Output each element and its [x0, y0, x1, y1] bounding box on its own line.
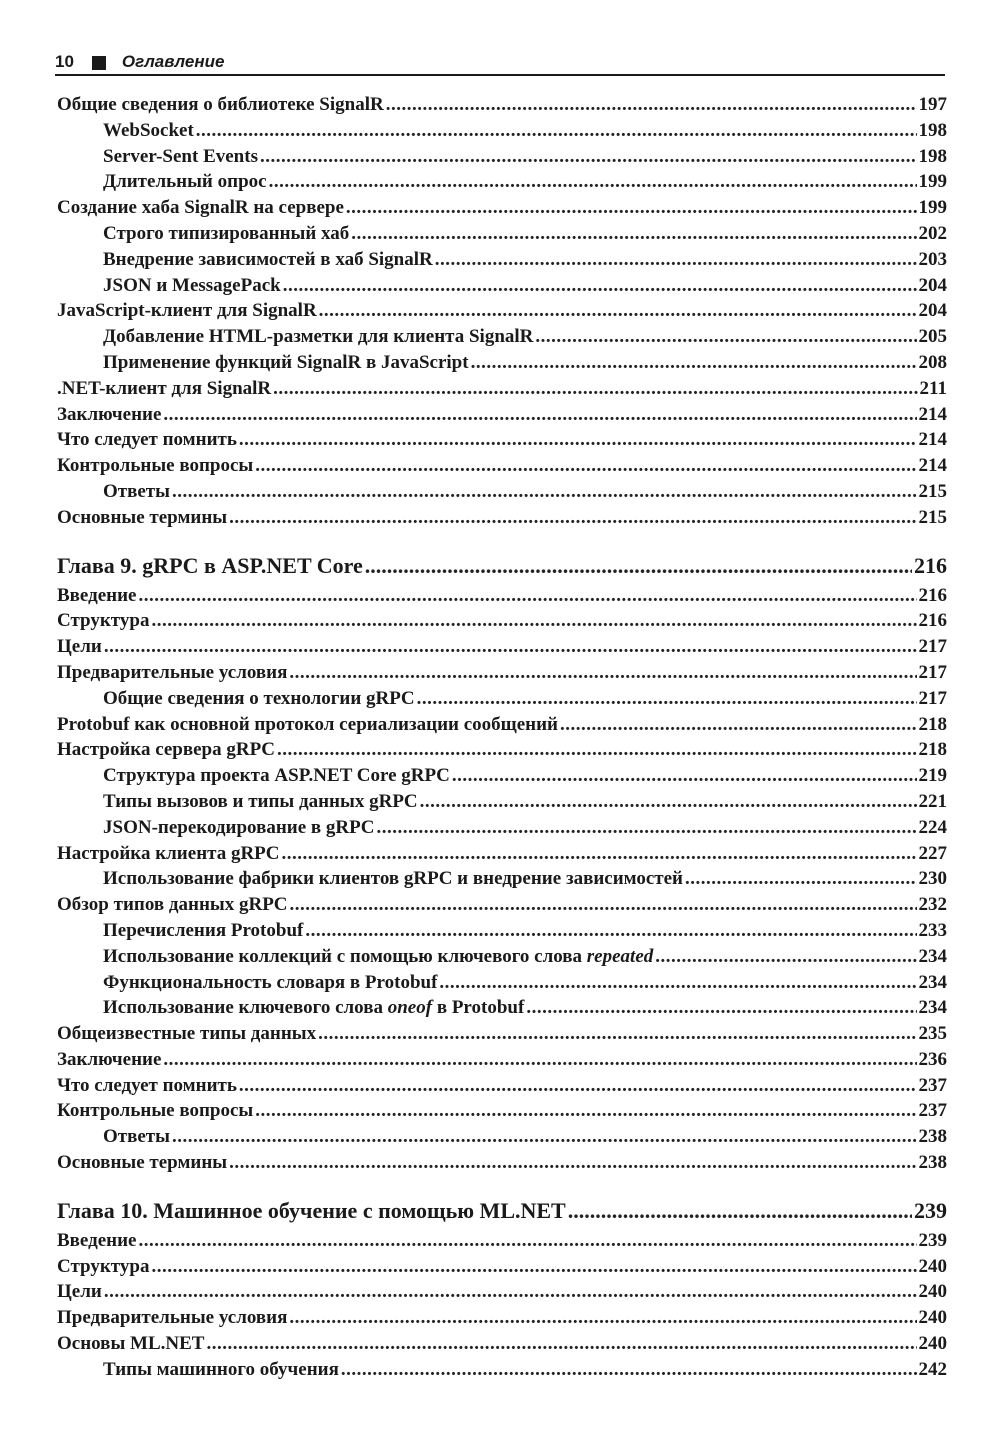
toc-entry-label: Структура: [57, 610, 150, 632]
toc-entry[interactable]: [57, 892, 947, 918]
toc-entry-page: 234: [918, 945, 947, 967]
page-number: 10: [55, 52, 74, 71]
toc-entry-page: 204: [918, 274, 947, 296]
dot-leader: [435, 247, 917, 273]
dot-leader: [346, 195, 917, 221]
toc-entry[interactable]: [57, 918, 947, 944]
toc-entry[interactable]: [57, 92, 947, 118]
toc-entry[interactable]: [57, 118, 947, 144]
toc-entry-label: JSON-перекодирование в gRPC: [103, 816, 375, 838]
toc-entry-page: 240: [918, 1255, 947, 1277]
toc-entry-page: 198: [918, 145, 947, 167]
toc-entry-page: 216: [918, 610, 947, 632]
toc-entry[interactable]: [57, 1254, 947, 1280]
toc-entry-page: 234: [918, 997, 947, 1019]
toc-entry-label: Контрольные вопросы: [57, 1100, 254, 1122]
toc-entry-label: Основные термины: [57, 1152, 228, 1174]
dot-leader: [526, 995, 916, 1021]
toc-entry[interactable]: [57, 221, 947, 247]
toc-entry-label: Цели: [57, 636, 102, 658]
toc-entry-page: 240: [918, 1333, 947, 1355]
toc-entry[interactable]: [57, 453, 947, 479]
dot-leader: [139, 1228, 917, 1254]
running-header: [55, 50, 945, 76]
toc-entry[interactable]: [57, 427, 947, 453]
toc-entry-label: Функциональность словаря в Protobuf: [103, 971, 438, 993]
toc-entry-label: Обзор типов данных gRPC: [57, 894, 288, 916]
dot-leader: [229, 505, 916, 531]
toc-entry-label: .NET-клиент для SignalR: [57, 377, 272, 399]
toc-entry-page: 235: [918, 1023, 947, 1045]
dot-leader: [386, 92, 917, 118]
dot-leader: [305, 918, 916, 944]
dot-leader: [139, 583, 917, 609]
toc-entry-page: 208: [918, 351, 947, 373]
dot-leader: [341, 1357, 917, 1383]
toc-entry-page: 230: [918, 868, 947, 890]
toc-entry-label-italic: repeated: [586, 945, 654, 967]
toc-entry-page: 232: [918, 894, 947, 916]
toc-entry-page: 204: [918, 300, 947, 322]
dot-leader: [151, 1254, 916, 1280]
toc-entry-page: 218: [918, 739, 947, 761]
toc-entry-label: WebSocket: [103, 119, 194, 141]
dot-leader: [319, 298, 917, 324]
dot-leader: [289, 660, 916, 686]
toc-entry[interactable]: [57, 866, 947, 892]
toc-entry-page: 199: [918, 197, 947, 219]
toc-entry[interactable]: [57, 583, 947, 609]
toc-entry-label: Ответы: [103, 1126, 170, 1148]
toc-entry-page: 233: [918, 919, 947, 941]
toc-entry-page: 219: [918, 765, 947, 787]
dot-leader: [206, 1331, 916, 1357]
dot-leader: [151, 608, 916, 634]
toc-entry-page: 237: [918, 1100, 947, 1122]
toc-entry-label: Ответы: [103, 480, 170, 502]
toc-entry-label: Использование фабрики клиентов gRPC и внедрение зависимостей: [103, 868, 684, 890]
toc-entry-label: Предварительные условия: [57, 1307, 288, 1329]
toc-entry-label: Введение: [57, 1229, 137, 1251]
toc-entry[interactable]: [57, 1305, 947, 1331]
toc-entry-label-text: Использование коллекций с помощью ключевого слова: [103, 945, 587, 967]
toc-entry[interactable]: [57, 350, 947, 376]
dot-leader: [229, 1150, 916, 1176]
toc-entry-label-italic: oneof: [387, 997, 433, 1019]
toc-entry[interactable]: [57, 402, 947, 428]
toc-entry[interactable]: [57, 376, 947, 402]
toc-entry[interactable]: [57, 737, 947, 763]
toc-entry-label: Server-Sent Events: [103, 145, 258, 167]
toc-entry[interactable]: [57, 841, 947, 867]
dot-leader: [535, 324, 916, 350]
dot-leader: [196, 118, 917, 144]
toc-entry-label: Заключение: [57, 1048, 162, 1070]
toc-entry-page: 214: [918, 403, 947, 425]
toc-entry-label: JSON и MessagePack: [103, 274, 281, 296]
toc-entry-page: 240: [918, 1307, 947, 1329]
toc-entry-page: 198: [918, 119, 947, 141]
dot-leader: [104, 634, 917, 660]
toc-entry-page: 202: [918, 222, 947, 244]
toc-entry-page: 221: [918, 790, 947, 812]
dot-leader: [255, 1098, 916, 1124]
toc-entry-page: 224: [918, 816, 947, 838]
toc-entry[interactable]: [57, 944, 947, 970]
toc-section-chapter-10: [57, 1228, 947, 1383]
toc-entry-page: 214: [918, 429, 947, 451]
toc-entry[interactable]: [57, 1098, 947, 1124]
toc-entry[interactable]: [57, 660, 947, 686]
toc-entry[interactable]: [57, 686, 947, 712]
toc-entry-page: 240: [918, 1281, 947, 1303]
toc-entry-label: Настройка клиента gRPC: [57, 842, 280, 864]
toc-entry[interactable]: [57, 608, 947, 634]
toc-entry-page: 227: [918, 842, 947, 864]
chapter-page: 239: [914, 1197, 947, 1223]
dot-leader: [255, 453, 916, 479]
toc-entry-label: Protobuf как основной протокол сериализации сообщений: [57, 713, 558, 735]
toc-entry-page: 217: [918, 636, 947, 658]
toc-entry-label: Основные термины: [57, 506, 228, 528]
toc-entry-label: [103, 944, 653, 970]
toc-entry-page: 203: [918, 248, 947, 270]
toc-entry-label: Введение: [57, 584, 137, 606]
toc-entry[interactable]: [57, 763, 947, 789]
toc-entry[interactable]: [57, 1021, 947, 1047]
toc-entry-page: 237: [918, 1074, 947, 1096]
chapter-title: Глава 9. gRPC в ASP.NET Core: [57, 552, 363, 578]
toc-entry[interactable]: [57, 789, 947, 815]
toc-entry-label: [103, 995, 524, 1021]
toc-entry-page: 238: [918, 1152, 947, 1174]
toc-entry-label: Основы ML.NET: [57, 1333, 205, 1355]
dot-leader: [283, 273, 917, 299]
toc-entry-label: Заключение: [57, 403, 162, 425]
toc-section-signalr: [57, 92, 947, 531]
dot-leader: [163, 1047, 916, 1073]
chapter-10-heading[interactable]: [57, 1194, 947, 1228]
toc-entry-page: 205: [918, 326, 947, 348]
dot-leader: [277, 737, 917, 763]
toc-entry-page: 236: [918, 1048, 947, 1070]
toc-entry[interactable]: [57, 1047, 947, 1073]
dot-leader: [163, 402, 916, 428]
toc-entry-page: 234: [918, 971, 947, 993]
toc-entry[interactable]: [57, 1150, 947, 1176]
toc-entry[interactable]: [57, 324, 947, 350]
toc-entry[interactable]: [57, 634, 947, 660]
toc-entry-label: Общеизвестные типы данных: [57, 1023, 317, 1045]
toc-entry-page: 216: [918, 584, 947, 606]
toc-entry-label: Длительный опрос: [103, 171, 267, 193]
toc-entry-label: Типы машинного обучения: [103, 1358, 339, 1380]
toc-entry[interactable]: [57, 273, 947, 299]
toc-entry-page: 217: [918, 661, 947, 683]
toc-entry[interactable]: [57, 712, 947, 738]
toc-entry-page: 218: [918, 713, 947, 735]
dot-leader: [172, 1124, 917, 1150]
toc-entry[interactable]: [57, 815, 947, 841]
dot-leader: [420, 789, 917, 815]
toc-entry-label: JavaScript-клиент для SignalR: [57, 300, 317, 322]
chapter-page: 216: [914, 552, 947, 578]
dot-leader: [318, 1021, 916, 1047]
chapter-title: Глава 10. Машинное обучение с помощью ML.NET: [57, 1197, 566, 1223]
toc-entry-label: Перечисления Protobuf: [103, 919, 304, 941]
toc-entry-label-tail: в Protobuf: [432, 997, 525, 1019]
toc-entry[interactable]: [57, 995, 947, 1021]
dot-leader: [685, 866, 916, 892]
header-square-icon: [92, 56, 106, 70]
toc-entry-label: Настройка сервера gRPC: [57, 739, 275, 761]
toc-entry[interactable]: [57, 479, 947, 505]
toc-entry-label: Структура проекта ASP.NET Core gRPC: [103, 765, 450, 787]
dot-leader: [365, 549, 912, 583]
dot-leader: [104, 1279, 917, 1305]
dot-leader: [273, 376, 917, 402]
dot-leader: [417, 686, 917, 712]
toc-entry-label: Общие сведения о технологии gRPC: [103, 687, 415, 709]
toc-entry[interactable]: [57, 144, 947, 170]
toc-entry-page: 197: [918, 94, 947, 115]
toc-entry-page: 211: [919, 377, 947, 399]
dot-leader: [282, 841, 917, 867]
toc-entry-label: Структура: [57, 1255, 150, 1277]
chapter-9-heading[interactable]: [57, 549, 947, 583]
toc-entry-page: 215: [918, 506, 947, 528]
toc-entry-label: Внедрение зависимостей в хаб SignalR: [103, 248, 433, 270]
dot-leader: [260, 144, 917, 170]
toc-entry-label: Общие сведения о библиотеке SignalR: [57, 94, 384, 115]
toc-entry-page: 238: [918, 1126, 947, 1148]
dot-leader: [655, 944, 916, 970]
dot-leader: [172, 479, 917, 505]
toc-entry[interactable]: [57, 195, 947, 221]
dot-leader: [452, 763, 917, 789]
toc-section-chapter-9: [57, 583, 947, 1176]
toc-entry-label: Цели: [57, 1281, 102, 1303]
toc-entry[interactable]: [57, 298, 947, 324]
toc-entry[interactable]: [57, 169, 947, 195]
toc-entry-label: Что следует помнить: [57, 429, 237, 451]
dot-leader: [290, 892, 917, 918]
toc-entry-page: 214: [918, 455, 947, 477]
header-title: Оглавление: [121, 52, 225, 71]
toc-entry-page: 217: [918, 687, 947, 709]
toc-entry-label: Что следует помнить: [57, 1074, 237, 1096]
toc-entry-label: Предварительные условия: [57, 661, 288, 683]
dot-leader: [239, 1073, 917, 1099]
dot-leader: [239, 427, 917, 453]
toc-entry[interactable]: [57, 1357, 947, 1383]
toc-entry-label-text: Использование ключевого слова: [103, 997, 388, 1019]
toc-entry-page: 215: [918, 480, 947, 502]
dot-leader: [376, 815, 916, 841]
toc-entry-label: Контрольные вопросы: [57, 455, 254, 477]
toc-entry[interactable]: [57, 1331, 947, 1357]
dot-leader: [289, 1305, 916, 1331]
dot-leader: [269, 169, 917, 195]
dot-leader: [439, 970, 916, 996]
dot-leader: [560, 712, 917, 738]
toc-entry[interactable]: [57, 1228, 947, 1254]
toc-entry-label: Создание хаба SignalR на сервере: [57, 197, 344, 219]
table-of-contents: [57, 92, 947, 1383]
toc-entry-page: 242: [918, 1358, 947, 1380]
toc-entry-label: Строго типизированный хаб: [103, 222, 350, 244]
toc-entry-label: Добавление HTML-разметки для клиента SignalR: [103, 326, 534, 348]
toc-entry-page: 239: [918, 1229, 947, 1251]
toc-entry-label: Типы вызовов и типы данных gRPC: [103, 790, 418, 812]
toc-entry[interactable]: [57, 1124, 947, 1150]
toc-entry[interactable]: [57, 970, 947, 996]
toc-entry[interactable]: [57, 1279, 947, 1305]
toc-entry[interactable]: [57, 1073, 947, 1099]
toc-entry-label: Применение функций SignalR в JavaScript: [103, 351, 469, 373]
toc-entry[interactable]: [57, 247, 947, 273]
dot-leader: [568, 1194, 912, 1228]
toc-entry-page: 199: [918, 171, 947, 193]
dot-leader: [471, 350, 917, 376]
toc-entry[interactable]: [57, 505, 947, 531]
dot-leader: [351, 221, 916, 247]
